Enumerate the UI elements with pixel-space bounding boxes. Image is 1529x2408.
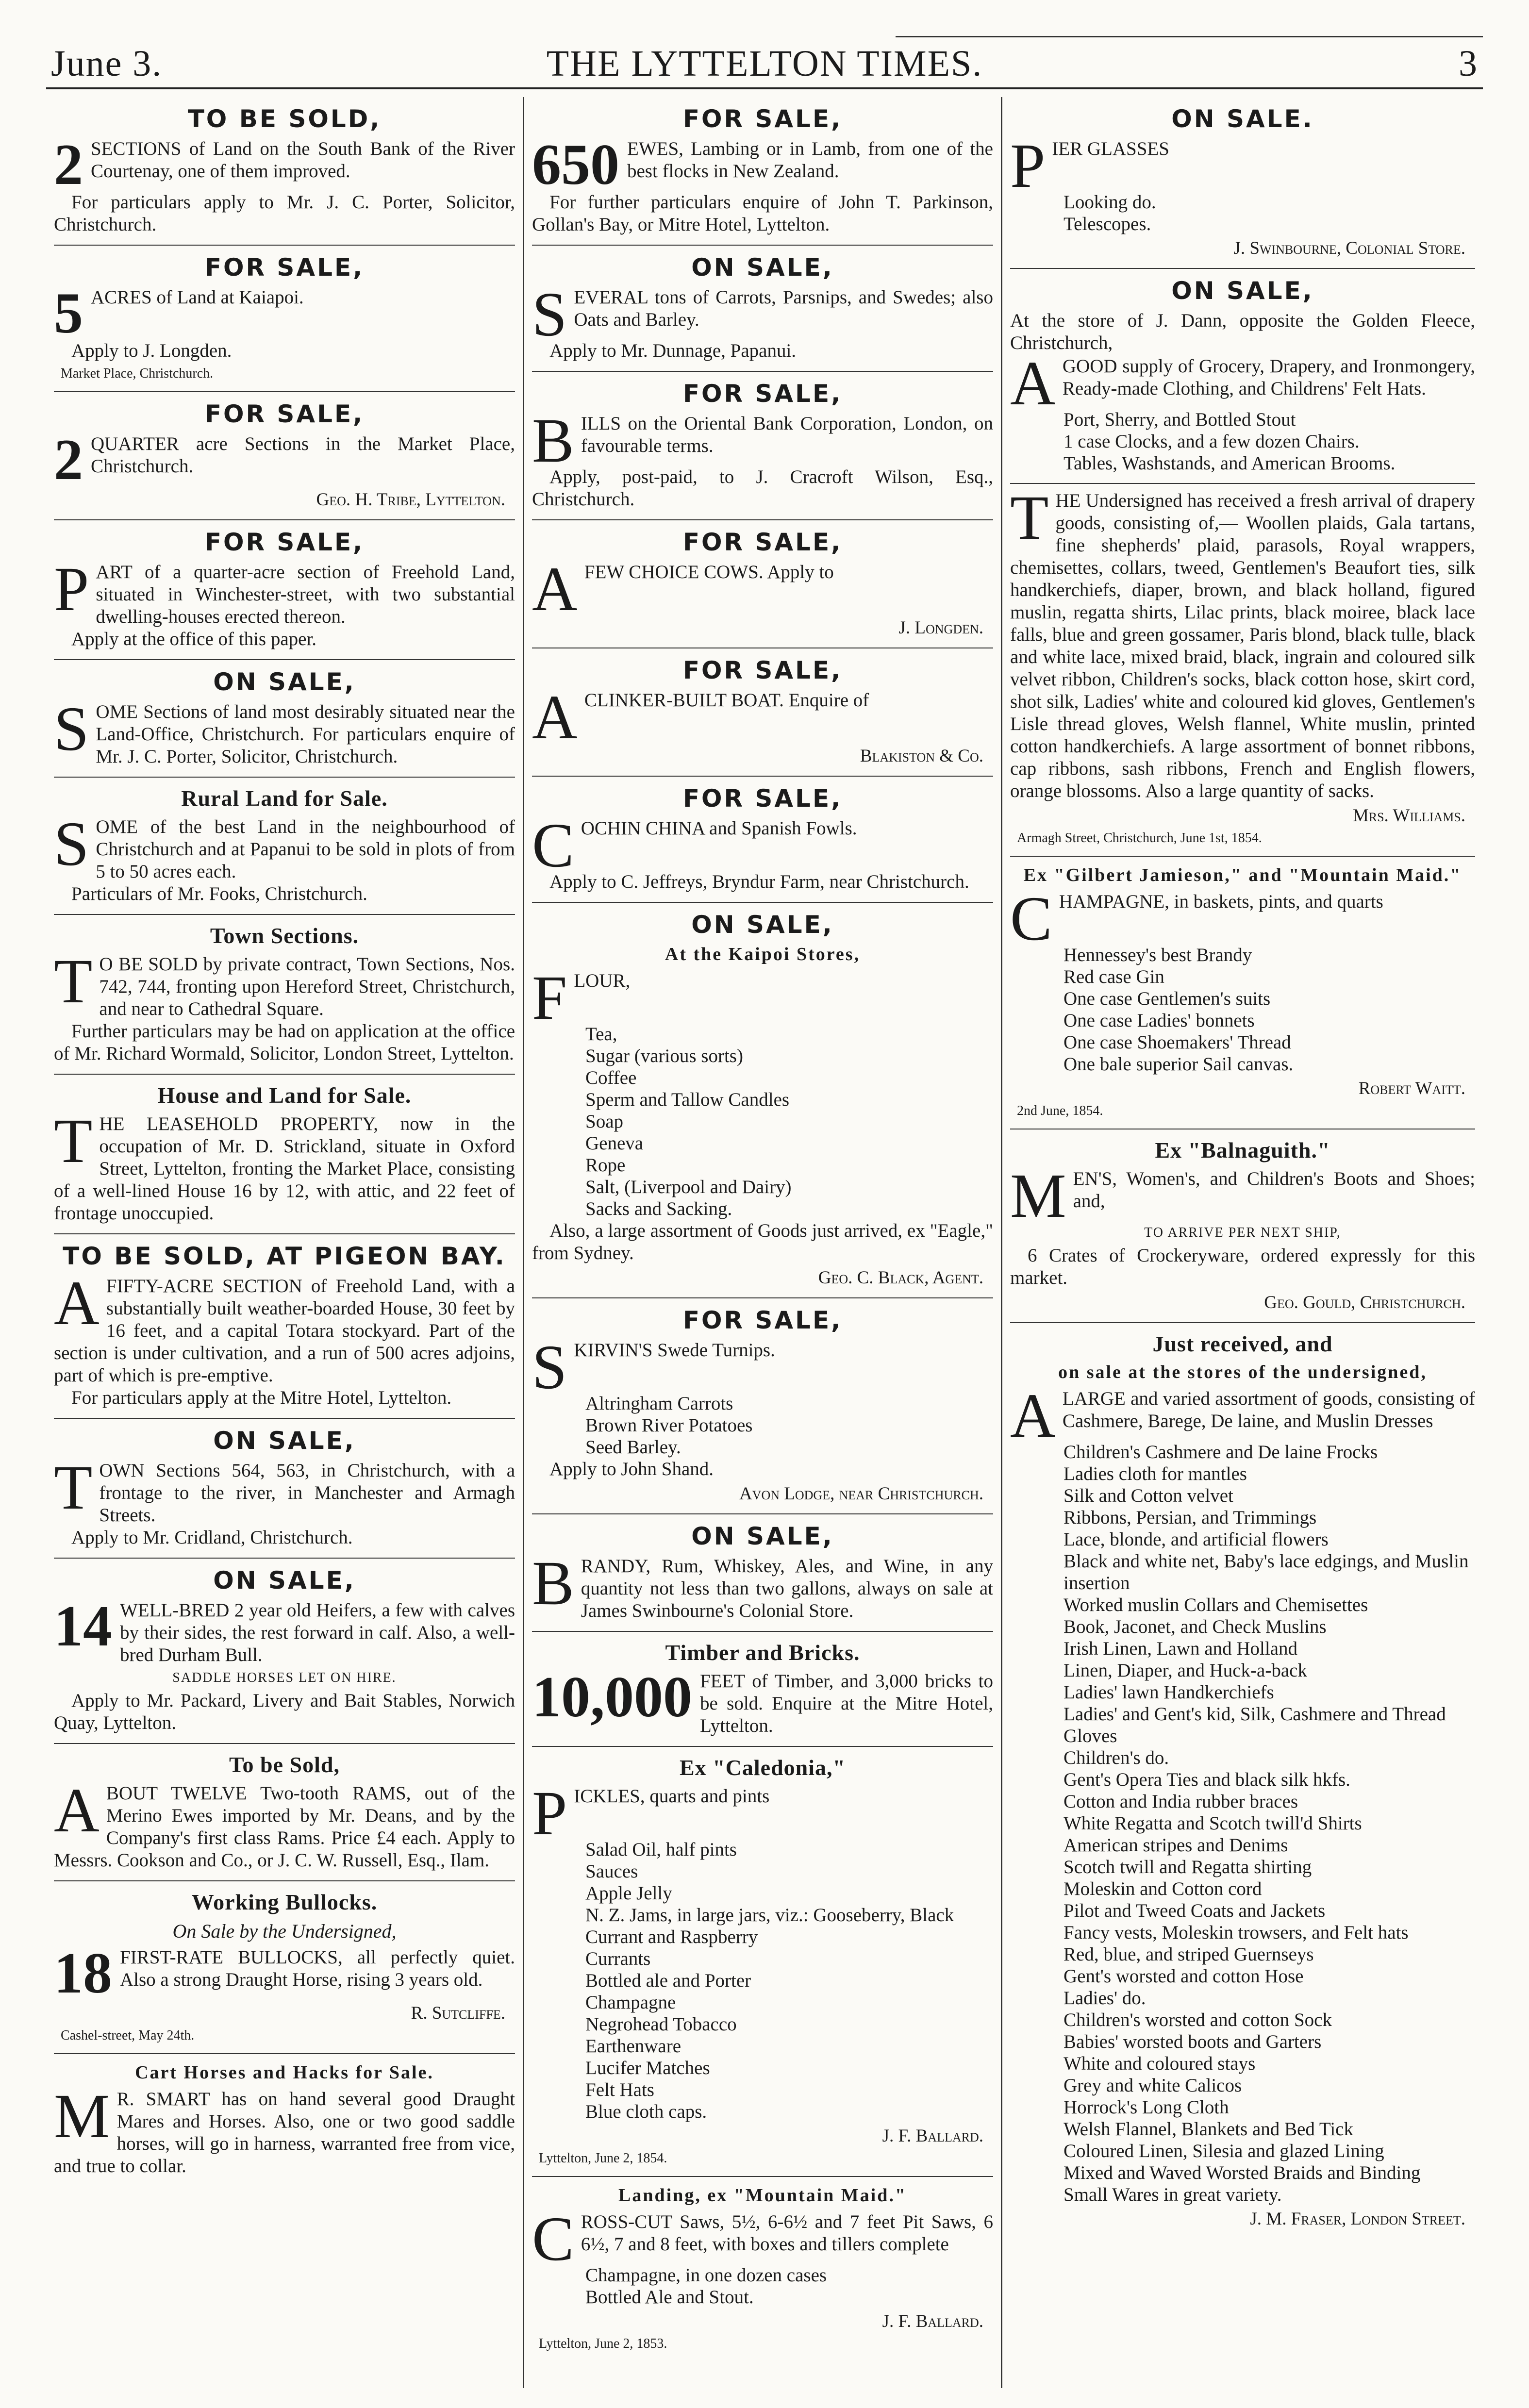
advertisement <box>532 1298 993 1514</box>
list-item: Children's Cashmere and De laine Frocks <box>1064 1442 1378 1462</box>
ad-body <box>54 694 515 768</box>
list-item: Black and white net, Baby's lace edgings, and Muslin insertion <box>1064 1551 1469 1594</box>
ad-heading: TO BE SOLD, AT PIGEON BAY. <box>63 1242 506 1270</box>
ad-dateline: Cashel-street, May 24th. <box>61 2028 195 2043</box>
list-item: Looking do. <box>1064 192 1156 213</box>
list-item: Children's do. <box>1064 1747 1169 1768</box>
page-number: 3 <box>1459 43 1478 84</box>
ad-signature: Geo. H. Tribe, Lyttelton. <box>316 490 505 510</box>
ad-heading: FOR SALE, <box>682 380 843 408</box>
ad-heading: Just received, and <box>1152 1331 1333 1356</box>
list-item: Red case Gin <box>1064 966 1164 987</box>
list-item: One case Shoemakers' Thread <box>1064 1032 1291 1053</box>
ad-body-text: EN'S, Women's, and Children's Boots and Shoes; and, <box>1073 1168 1475 1212</box>
ad-body <box>54 1594 515 1666</box>
ad-dateline: Armagh Street, Christchurch, June 1st, 1854. <box>1017 830 1262 846</box>
ad-caps-line: SADDLE HORSES LET ON HIRE. <box>172 1670 397 1685</box>
drop-initial: 14 <box>54 1594 112 1658</box>
ad-details: Further particulars may be had on application at the office of Mr. Richard Wormald, Solicitor, London Street, Lyttelton. <box>54 1021 515 1064</box>
list-item: Tables, Washstands, and American Brooms. <box>1064 453 1396 474</box>
item-list <box>585 2264 993 2308</box>
ad-heading: ON SALE, <box>691 253 834 282</box>
item-list <box>585 1023 993 1220</box>
ad-body-text: ICKLES, quarts and pints <box>574 1786 770 1807</box>
advertisement <box>54 1419 515 1559</box>
ad-heading: FOR SALE, <box>204 253 365 282</box>
drop-initial: 2 <box>54 132 83 197</box>
column-2 <box>524 97 1002 2388</box>
list-item: Bottled ale and Porter <box>585 1970 751 1991</box>
ad-body <box>1010 1161 1475 1231</box>
ad-body-text: R. SMART has on hand several good Draught Mares and Horses. Also, one or two good saddle horses, will go in harness, warranted free from vice, and true to collar. <box>54 2089 515 2176</box>
ad-heading: FOR SALE, <box>204 528 365 556</box>
list-item: Earthenware <box>585 2036 681 2057</box>
list-item: Cotton and India rubber braces <box>1064 1791 1298 1812</box>
ad-heading: TO BE SOLD, <box>187 105 382 133</box>
drop-initial: 5 <box>54 281 83 345</box>
ad-details: For further particulars enquire of John T. Parkinson, Gollan's Bay, or Mitre Hotel, Lyttelton. <box>532 192 993 235</box>
drop-initial: 2 <box>54 427 83 492</box>
ad-heading: Timber and Bricks. <box>665 1640 860 1665</box>
list-item: Lace, blonde, and artificial flowers <box>1064 1529 1329 1550</box>
drop-initial: A <box>532 682 578 752</box>
drop-initial: F <box>532 963 567 1033</box>
ad-body-text: GOOD supply of Grocery, Drapery, and Ironmongery, Ready-made Clothing, and Childrens' Felt Hats. <box>1062 356 1475 399</box>
list-item: Telescopes. <box>1064 214 1151 234</box>
advertisement <box>532 97 993 246</box>
list-item: Seed Barley. <box>585 1437 681 1458</box>
advertisement <box>54 778 515 915</box>
item-list <box>585 1393 993 1458</box>
drop-initial: 10,000 <box>532 1664 692 1729</box>
ad-body <box>532 1778 993 1848</box>
ad-body <box>1010 349 1475 418</box>
list-item: Tea, <box>585 1024 617 1045</box>
list-item: Altringham Carrots <box>585 1393 733 1414</box>
ad-body <box>532 2204 993 2274</box>
advertisement <box>532 1514 993 1632</box>
ad-body-text: OWN Sections 564, 563, in Christchurch, with a frontage to the river, in Manchester and Armagh Streets. <box>99 1460 515 1526</box>
list-item: Coloured Linen, Silesia and glazed Lining <box>1064 2141 1384 2161</box>
ad-heading: Cart Horses and Hacks for Sale. <box>135 2062 434 2083</box>
ad-body-text: KIRVIN'S Swede Turnips. <box>574 1340 775 1361</box>
advertisement <box>1010 857 1475 1129</box>
list-item: Coffee <box>585 1067 637 1088</box>
list-item: Silk and Cotton velvet <box>1064 1485 1233 1506</box>
list-item: Rope <box>585 1155 626 1176</box>
list-item: Grey and white Calicos <box>1064 2075 1242 2096</box>
advertisement <box>532 246 993 372</box>
ad-body <box>1010 483 1475 802</box>
ad-body-text: ACRES of Land at Kaiapoi. <box>91 287 304 308</box>
list-item: Ladies' and Gent's kid, Silk, Cashmere and Thread Gloves <box>1064 1704 1446 1746</box>
drop-initial: M <box>1010 1161 1066 1231</box>
drop-initial: S <box>54 694 89 764</box>
list-item: Book, Jaconet, and Check Muslins <box>1064 1616 1327 1637</box>
drop-initial: T <box>54 947 93 1016</box>
list-item: Champagne <box>585 1992 676 2013</box>
ad-signature: Mrs. Williams. <box>1352 806 1465 826</box>
list-item: Moleskin and Cotton cord <box>1064 1878 1262 1899</box>
ad-body <box>532 682 993 752</box>
advertisement <box>532 1747 993 2177</box>
ad-body <box>54 1106 515 1225</box>
drop-initial: S <box>54 809 89 879</box>
advertisement <box>532 1632 993 1747</box>
list-item: Currants <box>585 1948 651 1969</box>
ad-details: 6 Crates of Crockeryware, ordered expressly for this market. <box>1010 1245 1475 1288</box>
list-item: Fancy vests, Moleskin trowsers, and Felt hats <box>1064 1922 1409 1943</box>
ad-details: For particulars apply to Mr. J. C. Porter, Solicitor, Christchurch. <box>54 192 515 235</box>
ad-body <box>54 2081 515 2177</box>
list-item: Ladies' lawn Handkerchiefs <box>1064 1682 1274 1703</box>
ad-body-text: ILLS on the Oriental Bank Corporation, London, on favourable terms. <box>581 413 993 456</box>
ad-details: Particulars of Mr. Fooks, Christchurch. <box>71 883 367 904</box>
ad-caps-line: TO ARRIVE PER NEXT SHIP, <box>1144 1225 1341 1240</box>
ad-body-text: O BE SOLD by private contract, Town Sections, Nos. 742, 744, fronting upon Hereford Street, Christchurch, and near to Cathedral Square. <box>99 954 515 1019</box>
ad-details: Apply to Mr. Cridland, Christchurch. <box>71 1527 353 1548</box>
ad-body <box>1010 131 1475 201</box>
advertisement <box>54 392 515 520</box>
ad-body <box>532 1332 993 1402</box>
ad-details: Apply, post-paid, to J. Cracroft Wilson, Esq., Christchurch. <box>532 466 993 510</box>
ad-body <box>532 554 993 624</box>
ad-heading: FOR SALE, <box>682 656 843 684</box>
ad-body-text: WELL-BRED 2 year old Heifers, a few with calves by their sides, the rest forward in calf. Also, a well-bred Durham Bull. <box>120 1600 515 1665</box>
ad-dateline: Lyttelton, June 2, 1854. <box>539 2151 667 2166</box>
ad-heading: Working Bullocks. <box>191 1890 378 1914</box>
advertisement <box>54 520 515 660</box>
ad-body-text: OME of the best Land in the neighbourhood of Christchurch and at Papanui to be sold in plots of from 5 to 50 acres each. <box>96 816 515 882</box>
advertisement <box>54 1234 515 1419</box>
ad-details: For particulars apply at the Mitre Hotel, Lyttelton. <box>71 1387 452 1408</box>
list-item: 1 case Clocks, and a few dozen Chairs. <box>1064 431 1360 452</box>
list-item: Sugar (various sorts) <box>585 1046 743 1066</box>
list-item: Ladies' do. <box>1064 1988 1146 2009</box>
ad-heading: ON SALE, <box>691 1522 834 1550</box>
ad-body-text: QUARTER acre Sections in the Market Place, Christchurch. <box>91 433 515 477</box>
advertisement <box>54 660 515 778</box>
ad-heading: Ex "Balnaguith." <box>1155 1138 1330 1162</box>
list-item: Welsh Flannel, Blankets and Bed Tick <box>1064 2119 1353 2140</box>
ad-body <box>532 1548 993 1622</box>
ad-body <box>1010 884 1475 954</box>
item-list <box>1064 1441 1475 2206</box>
ad-body <box>54 554 515 628</box>
ad-signature: J. F. Ballard. <box>882 2311 983 2331</box>
drop-initial: 18 <box>54 1941 112 2005</box>
list-item: Salad Oil, half pints <box>585 1839 737 1860</box>
ad-body <box>532 132 993 197</box>
drop-initial: T <box>54 1106 93 1176</box>
list-item: Worked muslin Collars and Chemisettes <box>1064 1594 1368 1615</box>
ad-signature: Robert Waitt. <box>1358 1079 1465 1098</box>
ad-details: Apply to Mr. Packard, Livery and Bait Stables, Norwich Quay, Lyttelton. <box>54 1690 515 1733</box>
drop-initial: T <box>1010 483 1049 553</box>
list-item: Small Wares in great variety. <box>1064 2184 1282 2205</box>
drop-initial: A <box>532 554 578 624</box>
list-item: One bale superior Sail canvas. <box>1064 1054 1294 1075</box>
list-item: Irish Linen, Lawn and Holland <box>1064 1638 1297 1659</box>
drop-initial: A <box>1010 1381 1056 1451</box>
advertisement <box>54 246 515 392</box>
list-item: N. Z. Jams, in large jars, viz.: Gooseberry, Black Currant and Raspberry <box>585 1905 954 1947</box>
list-item: Red, blue, and striped Guernseys <box>1064 1944 1314 1965</box>
ad-body <box>54 1268 515 1387</box>
list-item: Lucifer Matches <box>585 2058 710 2078</box>
list-item: One case Ladies' bonnets <box>1064 1010 1255 1031</box>
ad-details: Apply to John Shand. <box>549 1459 714 1479</box>
list-item: Champagne, in one dozen cases <box>585 2265 827 2286</box>
ad-heading: ON SALE. <box>1171 105 1314 133</box>
ad-body-text: SECTIONS of Land on the South Bank of the River Courtenay, one of them improved. <box>91 138 515 182</box>
advertisement <box>54 1075 515 1234</box>
ad-body <box>54 427 515 492</box>
drop-initial: B <box>532 406 574 476</box>
ad-dateline: 2nd June, 1854. <box>1017 1103 1103 1118</box>
advertisement <box>1010 1129 1475 1323</box>
drop-initial: T <box>54 1453 93 1523</box>
advertisement <box>532 2177 993 2361</box>
ad-body-text: HAMPAGNE, in baskets, pints, and quarts <box>1059 891 1383 912</box>
newspaper-title: THE LYTTELTON TIMES. <box>546 43 983 84</box>
ad-body-text: LOUR, <box>574 970 631 991</box>
ad-heading: ON SALE, <box>213 1427 356 1455</box>
ad-gloss: On Sale by the Undersigned, <box>172 1920 397 1942</box>
ad-heading: FOR SALE, <box>682 105 843 133</box>
advertisement <box>54 2054 515 2186</box>
list-item: Soap <box>585 1111 623 1132</box>
list-item: Children's worsted and cotton Sock <box>1064 2009 1332 2030</box>
drop-initial: S <box>532 1332 567 1402</box>
list-item: Linen, Diaper, and Huck-a-back <box>1064 1660 1307 1681</box>
ad-body <box>532 963 993 1033</box>
advertisement <box>54 915 515 1075</box>
advertisement <box>1010 1323 1475 2239</box>
masthead <box>46 34 1483 89</box>
advertisement <box>532 777 993 903</box>
item-list <box>585 1839 993 2123</box>
ad-signature: J. Longden. <box>898 618 983 638</box>
drop-initial: C <box>532 811 574 880</box>
ad-body <box>54 809 515 883</box>
drop-initial: P <box>54 554 89 624</box>
ad-details: Apply to Mr. Dunnage, Papanui. <box>549 340 797 361</box>
ad-heading: To be Sold, <box>229 1752 340 1777</box>
list-item: Brown River Potatoes <box>585 1415 753 1436</box>
ad-body <box>532 280 993 349</box>
ad-signature: J. M. Fraser, London Street. <box>1250 2209 1465 2229</box>
advertisement <box>1010 269 1475 484</box>
list-item: Apple Jelly <box>585 1883 672 1904</box>
drop-initial: S <box>532 280 567 349</box>
list-item: White Regatta and Scotch twill'd Shirts <box>1064 1813 1362 1834</box>
ad-body <box>54 132 515 197</box>
ad-body-text: FIFTY-ACRE SECTION of Freehold Land, with a substantially built weather-boarded House, 30 feet by 16 feet, and a capital Totara stockyard. Part of the section is under cultivation, and a run of 500 acres adjoins, part of which is pre-emptive. <box>54 1276 515 1386</box>
ad-body <box>532 406 993 476</box>
issue-date: June 3. <box>51 43 163 84</box>
ad-heading: FOR SALE, <box>682 784 843 813</box>
item-list <box>1064 944 1475 1075</box>
ad-heading: Ex "Caledonia," <box>679 1755 846 1780</box>
advertisement <box>54 1881 515 2054</box>
ad-body-text: BOUT TWELVE Two-tooth RAMS, out of the Merino Ewes imported by Mr. Deans, and by the Company's first class Rams. Price £4 each. Apply to Messrs. Cookson and Co., or J. C. W. Russell, Esq., Ilam. <box>54 1783 515 1871</box>
list-item: American stripes and Denims <box>1064 1835 1288 1856</box>
ad-body <box>532 811 993 880</box>
ad-signature: Geo. C. Black, Agent. <box>818 1268 983 1288</box>
ad-body-text: FEET of Timber, and 3,000 bricks to be sold. Enquire at the Mitre Hotel, Lyttelton. <box>700 1671 993 1736</box>
drop-initial: 650 <box>532 132 619 197</box>
ad-heading: Rural Land for Sale. <box>181 786 388 811</box>
advertisement <box>532 648 993 777</box>
ad-body-text: LARGE and varied assortment of goods, consisting of Cashmere, Barege, De laine, and Muslin Dresses <box>1062 1388 1475 1431</box>
ad-details: Also, a large assortment of Goods just arrived, ex "Eagle," from Sydney. <box>532 1220 993 1263</box>
column-1 <box>46 97 524 2388</box>
item-list <box>1064 191 1475 235</box>
list-item: Pilot and Tweed Coats and Jackets <box>1064 1900 1326 1921</box>
ad-signature: Avon Lodge, near Christchurch. <box>739 1484 983 1504</box>
ad-heading: FOR SALE, <box>204 400 365 428</box>
list-item: Blue cloth caps. <box>585 2101 707 2122</box>
list-item: Hennessey's best Brandy <box>1064 945 1252 965</box>
ad-heading: Ex "Gilbert Jamieson," and "Mountain Maid." <box>1023 865 1462 885</box>
ad-subheading: At the Kaipoi Stores, <box>665 944 861 964</box>
ad-details: Apply at the office of this paper. <box>71 629 317 649</box>
list-item: Sacks and Sacking. <box>585 1198 732 1219</box>
advertisement <box>532 372 993 520</box>
ad-body <box>54 947 515 1020</box>
ad-body-text: FIRST-RATE BULLOCKS, all perfectly quiet. Also a strong Draught Horse, rising 3 years old. <box>120 1947 515 1990</box>
drop-initial: C <box>532 2204 574 2274</box>
drop-initial: A <box>1010 349 1056 418</box>
ad-body-text: ROSS-CUT Saws, 5½, 6-6½ and 7 feet Pit Saws, 6 6½, 7 and 8 feet, with boxes and tillers complete <box>581 2211 993 2255</box>
ad-body-text: HE LEASEHOLD PROPERTY, now in the occupation of Mr. D. Strickland, situate in Oxford Street, Lyttelton, fronting the Market Place, consisting of a well-lined House 16 by 12, with attic, and 22 feet of frontage unoccupied. <box>54 1113 515 1224</box>
columns <box>46 97 1483 2388</box>
ad-body <box>54 1453 515 1527</box>
ad-body-text: EVERAL tons of Carrots, Parsnips, and Swedes; also Oats and Barley. <box>574 287 993 330</box>
list-item: Geneva <box>585 1133 644 1154</box>
advertisement <box>54 1559 515 1744</box>
list-item: Salt, (Liverpool and Dairy) <box>585 1177 792 1197</box>
ad-heading: Landing, ex "Mountain Maid." <box>618 2185 907 2206</box>
advertisement <box>54 97 515 246</box>
drop-initial: M <box>54 2081 110 2151</box>
list-item: Sperm and Tallow Candles <box>585 1089 790 1110</box>
advertisement <box>1010 484 1475 857</box>
advertisement <box>54 1744 515 1881</box>
list-item: Mixed and Waved Worsted Braids and Binding <box>1064 2162 1421 2183</box>
list-item: Horrock's Long Cloth <box>1064 2097 1229 2118</box>
list-item: Port, Sherry, and Bottled Stout <box>1064 409 1296 430</box>
ad-heading: FOR SALE, <box>682 1306 843 1334</box>
ad-signature: R. Sutcliffe. <box>411 2003 505 2023</box>
drop-initial: P <box>1010 131 1046 201</box>
ad-body-text: IER GLASSES <box>1052 138 1169 159</box>
ad-signature: Geo. Gould, Christchurch. <box>1264 1293 1465 1312</box>
ad-heading: ON SALE, <box>691 911 834 939</box>
list-item: Gent's worsted and cotton Hose <box>1064 1966 1304 1987</box>
ad-subheading: on sale at the stores of the undersigned, <box>1058 1362 1427 1382</box>
advertisement <box>532 520 993 648</box>
ad-heading: ON SALE, <box>1171 277 1314 305</box>
ad-body-text: RANDY, Rum, Whiskey, Ales, and Wine, in any quantity not less than two gallons, always on sale at James Swinbourne's Colonial Store. <box>581 1556 993 1621</box>
ad-signature: J. F. Ballard. <box>882 2126 983 2146</box>
ad-heading: ON SALE, <box>213 668 356 696</box>
ad-heading: House and Land for Sale. <box>157 1083 412 1108</box>
ad-heading: ON SALE, <box>213 1566 356 1594</box>
item-list <box>1064 409 1475 474</box>
list-item: Felt Hats <box>585 2079 654 2100</box>
ad-signature: Blakiston & Co. <box>860 746 983 766</box>
drop-initial: A <box>54 1268 100 1338</box>
ad-body <box>54 1941 515 2005</box>
ad-body-text: OME Sections of land most desirably situated near the Land-Office, Christchurch. For particulars enquire of Mr. J. C. Porter, Solicitor, Christchurch. <box>96 701 515 767</box>
column-3 <box>1002 97 1483 2388</box>
drop-initial: B <box>532 1548 574 1618</box>
list-item: One case Gentlemen's suits <box>1064 988 1271 1009</box>
ad-body <box>532 1664 993 1737</box>
ad-lead: At the store of J. Dann, opposite the Golden Fleece, Christchurch, <box>1010 310 1475 353</box>
ad-details: Apply to C. Jeffreys, Bryndur Farm, near Christchurch. <box>549 871 969 892</box>
ad-line: Apply to J. Longden. <box>71 340 232 361</box>
ad-dateline: Lyttelton, June 2, 1853. <box>539 2336 667 2351</box>
list-item: Scotch twill and Regatta shirting <box>1064 1857 1312 1877</box>
ad-body <box>54 281 515 345</box>
advertisement <box>532 903 993 1298</box>
list-item: Bottled Ale and Stout. <box>585 2287 754 2308</box>
drop-initial: A <box>54 1776 100 1845</box>
ad-body-text: OCHIN CHINA and Spanish Fowls. <box>581 818 857 839</box>
ad-body <box>54 1776 515 1872</box>
advertisement <box>1010 97 1475 269</box>
list-item: Gent's Opera Ties and black silk hkfs. <box>1064 1769 1350 1790</box>
ad-heading: FOR SALE, <box>682 528 843 556</box>
ad-body <box>1010 1381 1475 1451</box>
masthead-rule <box>896 36 1483 37</box>
ad-heading: Town Sections. <box>210 923 359 948</box>
ad-dateline: Market Place, Christchurch. <box>61 366 214 381</box>
ad-body-text: CLINKER-BUILT BOAT. Enquire of <box>584 690 869 711</box>
list-item: Sauces <box>585 1861 638 1882</box>
ad-signature: J. Swinbourne, Colonial Store. <box>1233 238 1465 258</box>
ad-body-text: FEW CHOICE COWS. Apply to <box>584 562 834 582</box>
drop-initial: C <box>1010 884 1052 954</box>
list-item: Ladies cloth for mantles <box>1064 1463 1247 1484</box>
list-item: Negrohead Tobacco <box>585 2014 737 2035</box>
ad-body-text: HE Undersigned has received a fresh arrival of drapery goods, consisting of,— Woollen plaids, Gala tartans, fine shepherds' plaid, parasols, Royal wrappers, chemisettes, collars, tweed, Gentlemen's Beaufort ties, silk handkerchiefs, diaper, brown, and black holland, figured muslin, regatta shirts, Lilac prints, black moiree, black lace falls, blue and green gossamer, Paris blond, black tulle, black and white lace, mixed braid, black, ingrain and coloured silk velvet ribbon, Children's socks, black cotton hose, skirt cord, shot silk, Ladies' white and coloured kid gloves, Gentlemen's Lisle thread gloves, Welsh flannel, White muslin, printed cotton handkerchiefs. A large assortment of bonnet ribbons, cap ribbons, sash ribbons, French and English flowers, orange blossoms. Also a large quantity of sacks. <box>1010 490 1475 801</box>
ad-body-text: ART of a quarter-acre section of Freehold Land, situated in Winchester-street, with two substantial dwelling-houses erected thereon. <box>96 562 515 627</box>
list-item: Babies' worsted boots and Garters <box>1064 2031 1322 2052</box>
ad-body-text: EWES, Lambing or in Lamb, from one of the best flocks in New Zealand. <box>627 138 993 182</box>
list-item: White and coloured stays <box>1064 2053 1256 2074</box>
list-item: Ribbons, Persian, and Trimmings <box>1064 1507 1317 1528</box>
drop-initial: P <box>532 1778 567 1848</box>
